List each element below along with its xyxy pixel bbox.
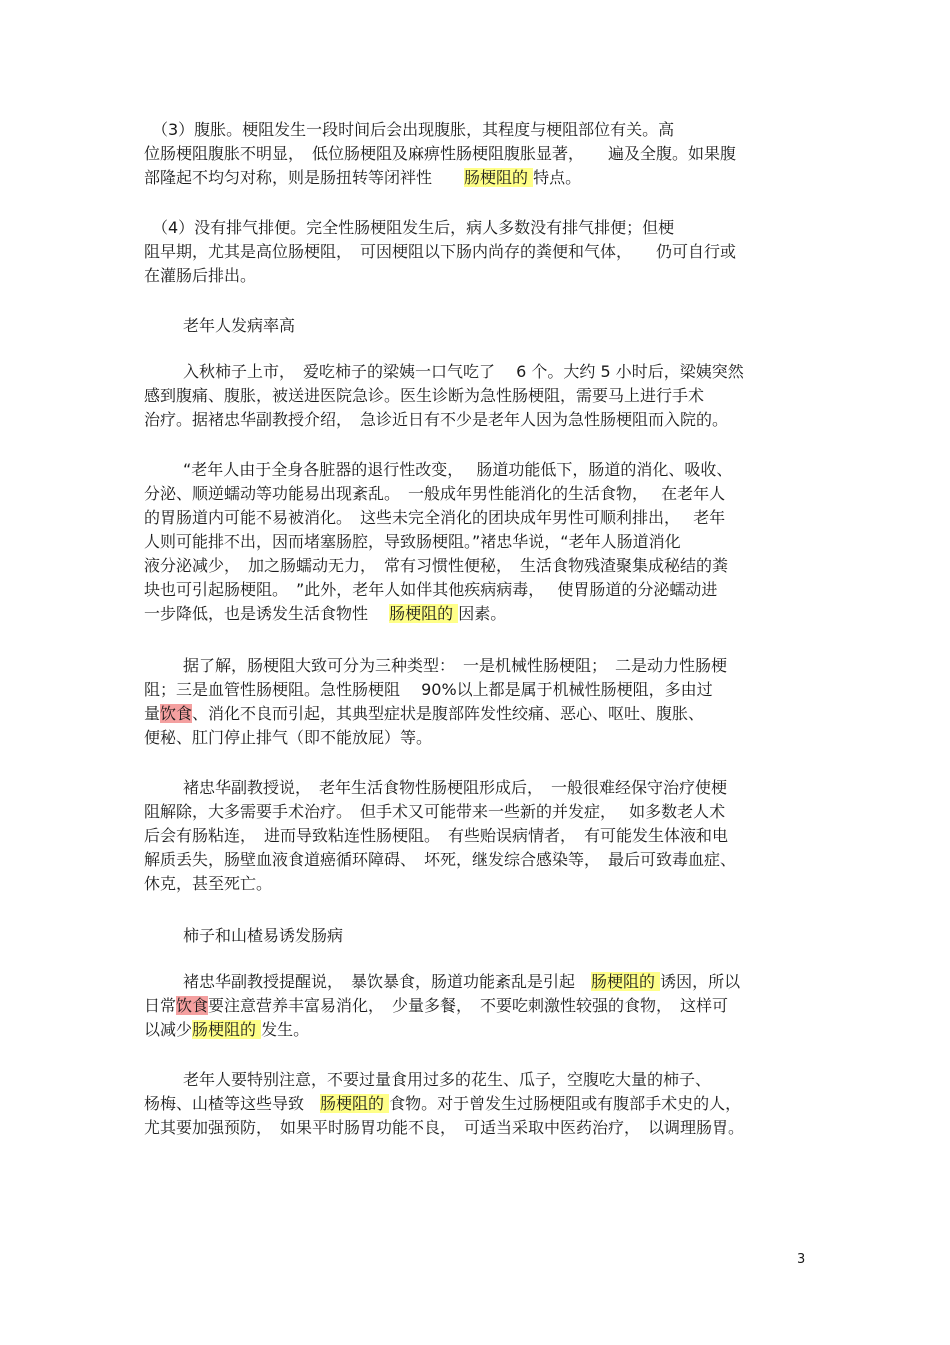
highlighted-term: 肠梗阻的 <box>192 1020 262 1039</box>
text-line: 后会有肠粘连， 进而导致粘连性肠梗阻。 有些贻误病情者， 有可能发生体液和电 <box>144 826 729 845</box>
text-span: 诱因，所以 <box>660 972 741 991</box>
text-line: 人则可能排不出，因而堵塞肠腔，导致肠梗阻。”褚忠华说，“老年人肠道消化 <box>144 532 681 551</box>
text-line: 在灌肠后排出。 <box>144 266 257 285</box>
text-line: 据了解，肠梗阻大致可分为三种类型： 一是机械性肠梗阻； 二是动力性肠梗 <box>183 656 728 675</box>
text-line: 液分泌减少， 加之肠蠕动无力， 常有习惯性便秘， 生活食物残渣聚集成秘结的粪 <box>144 556 729 575</box>
text-line: （4）没有排气排便。完全性肠梗阻发生后，病人多数没有排气排便；但梗 <box>144 218 675 237</box>
text-span: 日常 <box>144 996 177 1015</box>
text-line: 老年人要特别注意，不要过量食用过多的花生、瓜子，空腹吃大量的柿子、 <box>183 1070 712 1089</box>
text-span: 因素。 <box>458 604 507 623</box>
highlighted-term: 肠梗阻的 <box>591 972 661 991</box>
text-line: 解质丢失，肠壁血液食道癌循环障碍、 坏死，继发综合感染等， 最后可致毒血症、 <box>144 850 737 869</box>
text-span: 一步降低，也是诱发生活食物性 <box>144 604 390 623</box>
text-line: 褚忠华副教授说， 老年生活食物性肠梗阻形成后， 一般很难经保守治疗使梗 <box>183 778 728 797</box>
paragraph-treatment <box>144 776 809 896</box>
text-span: 量 <box>144 704 161 723</box>
text-line: 便秘、肛门停止排气（即不能放屁）等。 <box>144 728 433 747</box>
text-span: 食物。对于曾发生过肠梗阻或有腹部手术史的人， <box>389 1094 742 1113</box>
text-span: 、消化不良而引起，其典型症状是腹部阵发性绞痛、恶心、呕吐、腹胀、 <box>192 704 705 723</box>
text-line: 阻解除，大多需要手术治疗。 但手术又可能带来一些新的并发症， 如多数老人术 <box>144 802 726 821</box>
text-span: 特点。 <box>533 168 582 187</box>
page-number: 3 <box>797 1252 806 1267</box>
text-line <box>144 970 809 994</box>
highlighted-term: 肠梗阻的 <box>320 1094 390 1113</box>
text-line: 分泌、顺逆蠕动等功能易出现紊乱。 一般成年男性能消化的生活食物， 在老年人 <box>144 484 726 503</box>
text-span: 部隆起不均匀对称，则是肠扭转等闭袢性 <box>144 168 465 187</box>
highlighted-term: 肠梗阻的 <box>389 604 459 623</box>
paragraph-no-exhaust <box>144 216 809 288</box>
text-line: “老年人由于全身各脏器的退行性改变， 肠道功能低下，肠道的消化、吸收、 <box>183 460 733 479</box>
text-line: 感到腹痛、腹胀，被送进医院急诊。医生诊断为急性肠梗阻，需要马上进行手术 <box>144 386 705 405</box>
section-heading-elderly: 老年人发病率高 <box>183 316 296 335</box>
text-span: 以减少 <box>144 1020 193 1039</box>
paragraph-elderly-explanation <box>144 458 809 626</box>
text-line: 尤其要加强预防， 如果平时肠胃功能不良， 可适当采取中医药治疗， 以调理肠胃。 <box>144 1118 745 1137</box>
text-span: 褚忠华副教授提醒说， 暴饮暴食，肠道功能紊乱是引起 <box>183 972 592 991</box>
text-line <box>144 702 809 726</box>
paragraph-persimmon-case <box>144 360 809 432</box>
text-line: 休克，甚至死亡。 <box>144 874 273 893</box>
text-line: 治疗。据褚忠华副教授介绍， 急诊近日有不少是老年人因为急性肠梗阻而入院的。 <box>144 410 729 429</box>
section-heading-persimmon: 柿子和山楂易诱发肠病 <box>183 926 344 945</box>
text-span: 要注意营养丰富易消化， 少量多餐， 不要吃刺激性较强的食物， 这样可 <box>208 996 729 1015</box>
text-line: 块也可引起肠梗阻。 ”此外，老年人如伴其他疾病病毒， 使胃肠道的分泌蠕动进 <box>144 580 718 599</box>
highlighted-term: 饮食 <box>160 704 193 723</box>
text-line: 的胃肠道内可能不易被消化。 这些未完全消化的团块成年男性可顺利排出， 老年 <box>144 508 726 527</box>
paragraph-bloating <box>144 118 809 190</box>
text-line: 位肠梗阻腹胀不明显， 低位肠梗阻及麻痹性肠梗阻腹胀显著， 遍及全腹。如果腹 <box>144 144 737 163</box>
paragraph-prevention <box>144 970 809 1042</box>
text-line: 阻；三是血管性肠梗阻。急性肠梗阻 90%以上都是属于机械性肠梗阻，多由过 <box>144 680 713 699</box>
text-line: 阻早期，尤其是高位肠梗阻， 可因梗阻以下肠内尚存的粪便和气体， 仍可自行或 <box>144 242 737 261</box>
text-line <box>144 166 809 190</box>
text-line: 入秋柿子上市， 爱吃柿子的梁姨一口气吃了 6 个。大约 5 小时后，梁姨突然 <box>183 362 744 381</box>
highlighted-term: 肠梗阻的 <box>464 168 534 187</box>
text-line <box>144 994 809 1018</box>
text-line <box>144 1092 809 1116</box>
highlighted-term: 饮食 <box>176 996 209 1015</box>
text-line <box>144 602 809 626</box>
text-span: 发生。 <box>261 1020 310 1039</box>
paragraph-diet-advice <box>144 1068 809 1140</box>
text-span: 杨梅、山楂等这些导致 <box>144 1094 321 1113</box>
text-line <box>144 1018 809 1042</box>
text-line: （3）腹胀。梗阻发生一段时间后会出现腹胀，其程度与梗阻部位有关。高 <box>144 120 675 139</box>
paragraph-types <box>144 654 809 750</box>
